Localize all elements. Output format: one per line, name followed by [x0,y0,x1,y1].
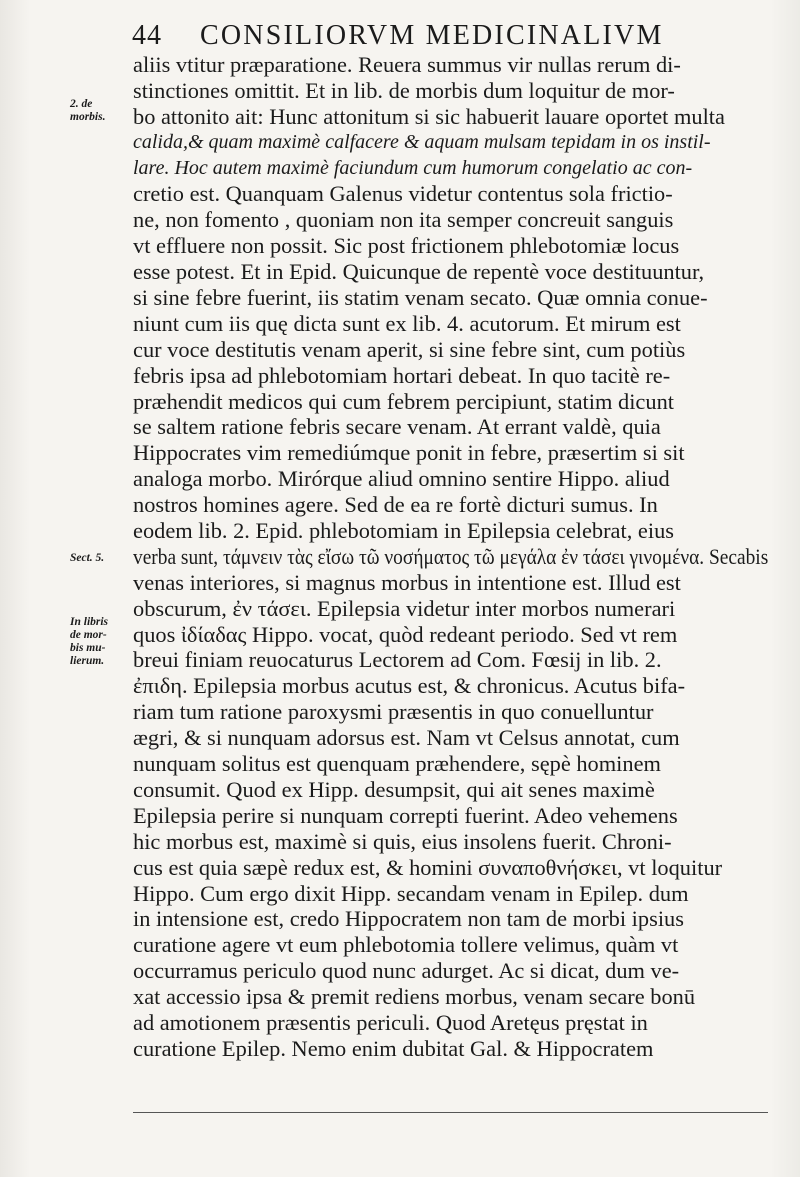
text-line: bo attonito ait: Hunc attonitum si sic habuerit lauare oportet multa [133,103,725,129]
text-line: obscurum, ἐν τάσει. Epilepsia videtur inter morbos numerari [133,595,676,621]
margin-note-line: In libris [70,616,109,628]
text-line: aliis vtitur præparatione. Reuera summus vir nullas rerum di- [133,52,681,77]
bottom-rule [133,1112,768,1113]
text-line: Epilepsia perire si nunquam correpti fuerint. Adeo vehemens [133,802,678,828]
text-line: cus est quia sæpè redux est, & homini συναποθνήσκει, vt loquitur [133,854,723,880]
text-line: niunt cum iis quę dicta sunt ex lib. 4. acutorum. Et mirum est [133,310,681,336]
text-line: lare. Hoc autem maximè faciundum cum humorum congelatio ac con- [133,156,693,179]
text-line: cretio est. Quanquam Galenus videtur contentus sola frictio- [133,181,673,207]
text-line: curatione Epilep. Nemo enim dubitat Gal. & Hippocratem [133,1035,654,1061]
text-line: breui finiam reuocaturus Lectorem ad Com. Fœsij in lib. 2. [133,647,662,673]
text-line: febris ipsa ad phlebotomiam hortari debeat. In quo tacitè re- [133,362,671,388]
text-line: analoga morbo. Mirórque aliud omnino sentire Hippo. aliud [133,466,670,492]
running-title: CONSILIORVM MEDICINALIVM [200,20,664,51]
margin-note-de-morbis [70,98,132,124]
text-line: nostros homines agere. Sed de ea re fortè dicturi sumus. In [133,492,658,518]
text-line: Hippo. Cum ergo dixit Hipp. secandam venam in Epilep. dum [133,880,689,906]
margin-note-line: 2. de [70,98,93,110]
margin-note-line: Sect. 5. [70,552,105,564]
margin-note-morbis-mulierum [70,616,132,668]
margin-note-line: bis mu- [70,642,106,654]
text-line: præhendit medicos qui cum febrem percipiunt, statim dicunt [133,388,674,414]
text-line: vt effluere non possit. Sic post frictionem phlebotomiæ locus [133,233,680,259]
page-header [132,18,772,54]
text-line: cur voce destitutis venam aperit, si sine febre sint, cum potiùs [133,336,686,362]
text-line: verba sunt, τάμνειν τὰς εἴσω τῶ νοσήματος τῶ μεγάλα ἐν τάσει γινομένα. Secabis [133,543,769,569]
text-line: eodem lib. 2. Epid. phlebotomiam in Epilepsia celebrat, eius [133,518,674,544]
text-line: nunquam solitus est quenquam præhendere, sępè hominem [133,751,661,777]
text-line: stinctiones omittit. Et in lib. de morbis dum loquitur de mor- [133,77,675,103]
margin-note-line: morbis. [70,111,106,123]
margin-note-line: lierum. [70,655,105,667]
text-line: curatione agere vt eum phlebotomia tollere velimus, quàm vt [133,932,679,958]
text-line: venas interiores, si magnus morbus in intentione est. Illud est [133,569,681,595]
text-line: ne, non fomento , quoniam non ita semper concreuit sanguis [133,207,674,233]
text-line: hic morbus est, maximè si quis, eius insolens fuerit. Chroni- [133,828,672,854]
text-line: Hippocrates vim remediúmque ponit in febre, præsertim si sit [133,440,685,466]
text-line: si sine febre fuerint, iis statim venam secato. Quæ omnia conue- [133,285,708,311]
margin-note-sect [70,552,132,565]
text-line: xat accessio ipsa & premit rediens morbus, venam secare bonū [133,984,696,1010]
text-line: consumit. Quod ex Hipp. desumpsit, qui ait senes maximè [133,776,655,802]
text-line: ad amotionem præsentis periculi. Quod Aretęus pręstat in [133,1009,648,1035]
page-number: 44 [132,20,162,51]
margin-note-line: de mor- [70,629,107,641]
text-line: se saltem ratione febris secare venam. At errant valdè, quia [133,414,661,440]
text-line: ægri, & si nunquam adorsus est. Nam vt Celsus annotat, cum [133,725,680,751]
body-text [133,52,768,1062]
text-line: esse potest. Et in Epid. Quicunque de repentè voce destituuntur, [133,259,705,285]
text-line: occurramus periculo quod nunc adurget. Ac si dicat, dum ve- [133,958,680,984]
text-line: in intensione est, credo Hippocratem non tam de morbi ipsius [133,906,684,932]
text-line: ἐπιδη. Epilepsia morbus acutus est, & chronicus. Acutus bifa- [133,673,686,699]
text-line: riam tum ratione paroxysmi præsentis in quo conuelluntur [133,699,654,725]
text-line: quos ἰδίαδας Hippo. vocat, quòd redeant periodo. Sed vt rem [133,621,678,647]
text-line: calida,& quam maximè calfacere & aquam mulsam tepidam in os instil- [133,130,711,153]
